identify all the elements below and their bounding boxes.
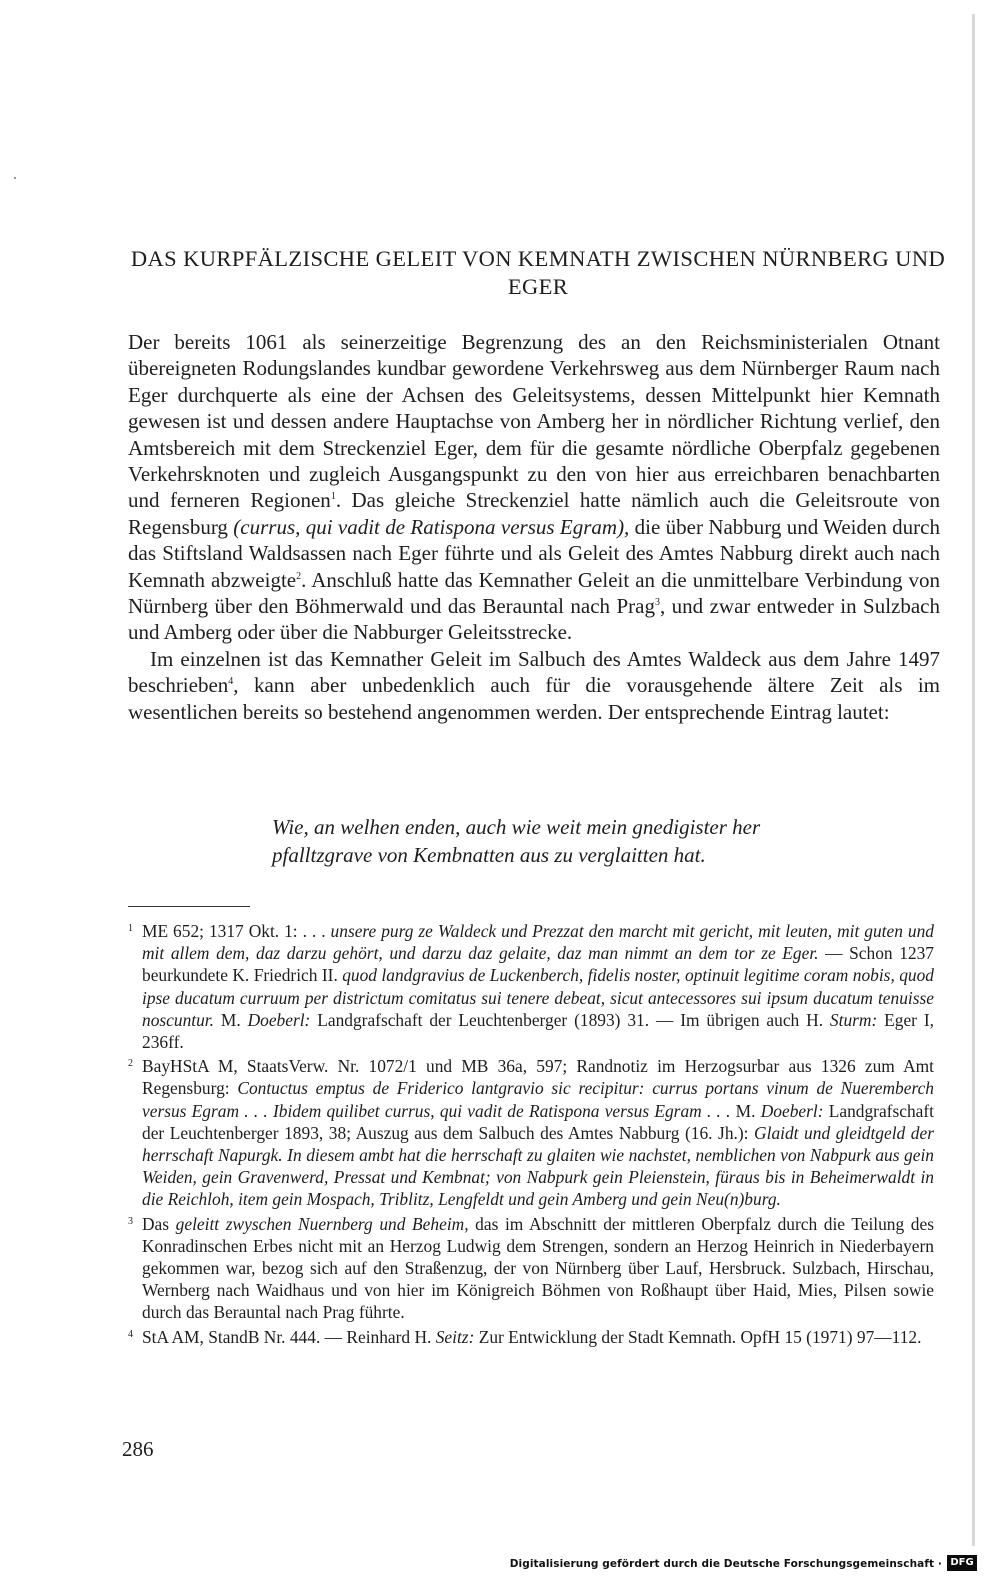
text-run: Landgrafschaft der Leuchtenberger 1893, 38; Auszug aus dem Salbuch des Amtes Nabburg (16. Jh.): — [142, 1100, 934, 1143]
footnote-ref: 4 — [228, 676, 234, 688]
quote-line: pfalltzgrave von Kembnatten aus zu verglaitten hat. — [272, 843, 706, 867]
text-run: BayHStA M, StaatsVerw. Nr. 1072/1 und MB 36a, 597; Randnotiz im Herzogsurbar aus 1326 zum Amt Regensburg: — [142, 1056, 934, 1099]
scan-page-edge — [972, 14, 975, 1546]
text-run: M. — [213, 1009, 248, 1030]
text-run: , kann aber unbedenklich auch für die vorausgehende ältere Zeit als im wesentlichen bereits so bestehend angenommen werden. Der entsprechende Eintrag lautet: — [128, 673, 940, 724]
text-run: Im einzelnen ist das Kemnather Geleit im Salbuch des Amtes Waldeck aus dem Jahre 1497 beschrieben — [128, 646, 940, 698]
italic-run: Contuctus emptus de Friderico lantgravio sic recipitur: currus portans vinum de Nueremberch versus Egram . . . Ibidem quilibet currus, qui vadit de Ratispona versus Egram . . . — [142, 1078, 935, 1121]
text-run: M. — [730, 1100, 761, 1121]
text-run: Das — [142, 1213, 176, 1234]
footnote-ref: 3 — [654, 597, 660, 609]
footnote-number: 3 — [128, 1215, 133, 1227]
footnote-number: 2 — [128, 1058, 133, 1070]
dfg-logo-icon: DFG — [947, 1555, 977, 1571]
text-run: StA AM, StandB Nr. 444. — Reinhard H. — [142, 1326, 436, 1347]
italic-run: Glaidt und gleidtgeld der herrschaft Napurgk. In diesem ambt hat die herrschaft zu glaiten wie nachstet, nemblichen von Nabpurk aus gein Weiden, gein Gravenwerd, Pressat und Kembnat; von Nabpurk gein Pleienstein, füraus bis in Beheimerwaldt in die Reichloh, item gein Mospach, Triblitz, Lengfeldt und gein Amberg und gein Neu(n)burg. — [142, 1122, 934, 1210]
italic-run: unsere purg ze Waldeck und Prezzat den marcht mit gericht, mit leuten, mit guten und mit allem dem, daz darzu gehört, und darzu daz gelaite, daz man nimmt an dem tor ze Eger. — [142, 921, 934, 964]
italic-run: Doeberl: — [760, 1100, 824, 1121]
footnote — [128, 1055, 934, 1210]
quote-line: Wie, an welhen enden, auch wie weit mein gnedigister her — [272, 815, 761, 839]
footnotes — [128, 920, 934, 1350]
footnote — [128, 1213, 934, 1324]
scan-speck — [14, 177, 16, 179]
text-run: Der bereits 1061 als seinerzeitige Begrenzung des an den Reichsministerialen Otnant übereigneten Rodungslandes kundbar gewordene Verkehrsweg aus dem Nürnberger Raum nach Eger durchquerte als eine der Achsen des Geleitsystems, dessen Mittelpunkt hier Kemnath gewesen ist und dessen andere Hauptachse von Amberg her in nördlicher Richtung verlief, den Amtsbereich mit dem Streckenziel Eger, dem für die gesamte nördliche Oberpfalz gegebenen Verkehrsknoten und zugleich Ausgangspunkt zu den von hier aus erreichbaren benachbarten und ferneren Regionen — [128, 330, 940, 513]
text-run: ME 652; 1317 Okt. 1: . . . — [142, 921, 331, 941]
footnote-ref: 2 — [296, 570, 302, 582]
footnote-number: 1 — [128, 923, 133, 934]
page-number: 286 — [122, 1437, 154, 1461]
chapter-title: DAS KURPFÄLZISCHE GELEIT VON KEMNATH ZWISCHEN NÜRNBERG UND EGER — [130, 246, 946, 299]
text-run: Landgrafschaft der Leuchtenberger (1893) 31. — Im übrigen auch H. — [310, 1009, 830, 1030]
text-run: . Anschluß hatte das Kemnather Geleit an die unmittelbare Verbindung von Nürnberg über den Böhmerwald und das Berauntal nach Prag — [128, 567, 941, 619]
italic-run: quod landgravius de Luckenberch, fidelis noster, optinuit legitime coram nobis, quod ipse ducatum curruum per districtum comitatus sui tenere debeat, sicut antecessores sui ipsum ducatum tenuisse noscuntur. — [142, 965, 934, 1030]
italic-run: geleitt zwyschen Nuernberg und Beheim, — [175, 1213, 469, 1234]
footnote — [128, 1326, 934, 1348]
footnote — [128, 920, 934, 1053]
text-run: die über Nabburg und Weiden durch das Stiftsland Waldsassen nach Eger führte und als Geleit des Amtes Nabburg direkt auch nach Kemnath abzweigte — [128, 514, 940, 592]
italic-run: Doeberl: — [247, 1009, 311, 1030]
funding-footer: Digitalisierung gefördert durch die Deutsche Forschungsgemeinschaft · — [509, 1558, 942, 1570]
block-quote — [272, 813, 872, 869]
text-run: , und zwar entweder in Sulzbach und Amberg oder über die Nabburger Geleitsstrecke. — [128, 594, 940, 645]
text-run: Zur Entwicklung der Stadt Kemnath. OpfH 15 (1971) 97—112. — [474, 1326, 922, 1347]
text-run: das im Abschnitt der mittleren Oberpfalz durch die Teilung des Konradinschen Erbes nicht mit an Herzog Ludwig dem Strengen, sondern an Herzog Heinrich in Niederbayern gekommen war, bezog sich auf den Straßenzug, der von Nürnberg über Lauf, Hersbruck. Sulzbach, Hirschau, Wernberg nach Waidhaus und von hier im Königreich Böhmen von Roßhaupt über Haid, Mies, Pilsen sowie durch das Berauntal nach Prag führte. — [142, 1213, 934, 1323]
footnote-ref: 1 — [330, 491, 336, 503]
paragraph — [128, 329, 940, 646]
italic-run: Seitz: — [435, 1326, 475, 1347]
body-text — [128, 329, 940, 725]
paragraph — [128, 646, 940, 725]
text-run: Eger I, 236ff. — [142, 1009, 934, 1053]
footnote-separator — [128, 906, 250, 907]
text-run: — Schon 1237 beurkundete K. Friedrich II. — [142, 943, 934, 986]
italic-run: Sturm: — [829, 1009, 878, 1030]
footnote-number: 4 — [128, 1328, 133, 1340]
italic-run: (currus, qui vadit de Ratispona versus Egram), — [233, 514, 630, 539]
text-run: . Das gleiche Streckenziel hatte nämlich auch die Geleitsroute von Regensburg — [128, 488, 940, 539]
